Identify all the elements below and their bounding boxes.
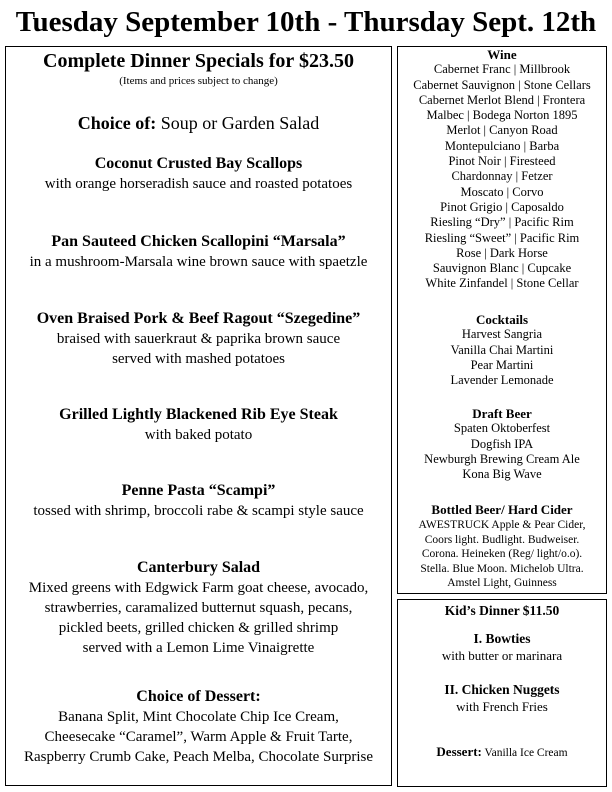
kids-dessert-label: Dessert: [436, 744, 482, 759]
price-note: (Items and prices subject to change) [119, 75, 278, 87]
bottled-beer-list [398, 502, 606, 591]
dish-name: Coconut Crusted Bay Scallops [94, 155, 303, 172]
bottled-line: Amstel Light, Guinness [447, 577, 557, 589]
specials-title: Complete Dinner Specials for $23.50 [43, 50, 354, 72]
wine-item: Moscato | Corvo [460, 184, 544, 199]
dish-desc: Raspberry Crumb Cake, Peach Melba, Chocolate Surprise [23, 749, 374, 765]
dish-desc: tossed with shrimp, broccoli rabe & scampi style sauce [33, 503, 364, 519]
bottled-title: Bottled Beer/ Hard Cider [431, 502, 573, 517]
dessert-choice [6, 687, 391, 767]
wine-title: Wine [487, 47, 517, 62]
dish-name: Grilled Lightly Blackened Rib Eye Steak [59, 406, 338, 423]
kids-item-bowties [398, 630, 606, 664]
kids-item-desc: with butter or marinara [441, 648, 563, 663]
draft-title: Draft Beer [472, 406, 532, 421]
bottled-line: Stella. Blue Moon. Michelob Ultra. [420, 562, 584, 575]
kids-item-desc: with French Fries [456, 699, 548, 714]
dish-canterbury-salad [6, 558, 391, 658]
wine-item: Rose | Dark Horse [456, 245, 548, 260]
kids-dinner-panel [397, 599, 607, 787]
dish-desc: Cheesecake “Caramel”, Warm Apple & Fruit Tarte, [44, 729, 353, 745]
kids-item-name: I. Bowties [473, 631, 531, 646]
dish-scallops [6, 154, 391, 194]
cocktail-item: Lavender Lemonade [450, 373, 554, 388]
wine-item: Cabernet Franc | Millbrook [433, 62, 571, 77]
drinks-panel [397, 46, 607, 594]
wine-list [398, 47, 606, 292]
cocktail-item: Harvest Sangria [461, 327, 543, 342]
wine-item: Merlot | Canyon Road [446, 123, 558, 138]
dish-desc: served with mashed potatoes [112, 351, 285, 367]
dish-rib-eye [6, 405, 391, 445]
wine-item: Riesling “Sweet” | Pacific Rim [424, 230, 580, 245]
wine-item: Pinot Grigio | Caposaldo [440, 199, 564, 214]
dish-name: Canterbury Salad [136, 559, 261, 576]
kids-title [398, 602, 606, 619]
dish-marsala [6, 232, 391, 272]
kids-dessert [398, 743, 606, 762]
dish-desc: Mixed greens with Edgwick Farm goat cheese, avocado, [28, 580, 369, 596]
dish-name: Choice of Dessert: [136, 688, 261, 705]
dish-name: Oven Braised Pork & Beef Ragout “Szegedine” [36, 310, 361, 327]
dish-desc: in a mushroom-Marsala wine brown sauce with spaetzle [29, 254, 368, 270]
draft-item: Kona Big Wave [462, 467, 542, 482]
dish-penne-scampi [6, 481, 391, 521]
dish-desc: braised with sauerkraut & paprika brown sauce [56, 331, 341, 347]
wine-item: Cabernet Sauvignon | Stone Cellars [413, 77, 591, 92]
wine-item: Chardonnay | Fetzer [451, 169, 553, 184]
bottled-line: Corona. Heineken (Reg/ light/o.o). [421, 548, 583, 560]
kids-item-nuggets [398, 681, 606, 715]
bottled-line: AWESTRUCK Apple & Pear Cider, [418, 519, 586, 531]
choice-text: Soup or Garden Salad [156, 113, 320, 133]
draft-item: Newburgh Brewing Cream Ale [424, 451, 580, 466]
choice-label: Choice of: [77, 113, 157, 133]
kids-dessert-text: Vanilla Ice Cream [481, 747, 568, 759]
wine-item: Riesling “Dry” | Pacific Rim [430, 215, 574, 230]
kids-item-name: II. Chicken Nuggets [444, 682, 560, 697]
draft-item: Spaten Oktoberfest [453, 421, 551, 436]
dish-desc: Banana Split, Mint Chocolate Chip Ice Cream, [58, 709, 339, 725]
draft-beer-list [398, 406, 606, 482]
draft-item: Dogfish IPA [470, 436, 534, 451]
wine-item: Montepulciano | Barba [444, 138, 560, 153]
wine-item: Malbec | Bodega Norton 1895 [426, 108, 578, 123]
cocktail-item: Vanilla Chai Martini [450, 342, 554, 357]
dish-desc: pickled beets, grilled chicken & grilled shrimp [58, 620, 339, 636]
dinner-specials-panel [5, 46, 392, 786]
kids-title-text: Kid’s Dinner $11.50 [444, 603, 560, 618]
dish-name: Penne Pasta “Scampi” [121, 482, 276, 499]
wine-item: White Zinfandel | Stone Cellar [425, 276, 579, 291]
wine-item: Pinot Noir | Firesteed [448, 154, 556, 169]
dish-desc: strawberries, caramalized butternut squash, pecans, [44, 600, 353, 616]
starter-choice [6, 113, 391, 134]
cocktail-list [398, 312, 606, 388]
wine-item: Cabernet Merlot Blend | Frontera [418, 92, 586, 107]
bottled-line: Coors light. Budlight. Budweiser. [424, 533, 580, 546]
cocktails-title: Cocktails [476, 312, 528, 327]
wine-item: Sauvignon Blanc | Cupcake [432, 261, 572, 276]
dish-szegedine [6, 309, 391, 369]
dish-desc: with orange horseradish sauce and roasted potatoes [44, 176, 353, 192]
page-headline: Tuesday September 10th - Thursday Sept. 12th [15, 6, 597, 38]
dish-name: Pan Sauteed Chicken Scallopini “Marsala” [51, 233, 346, 250]
dish-desc: served with a Lemon Lime Vinaigrette [82, 640, 315, 656]
cocktail-item: Pear Martini [470, 357, 534, 372]
dish-desc: with baked potato [144, 427, 253, 443]
